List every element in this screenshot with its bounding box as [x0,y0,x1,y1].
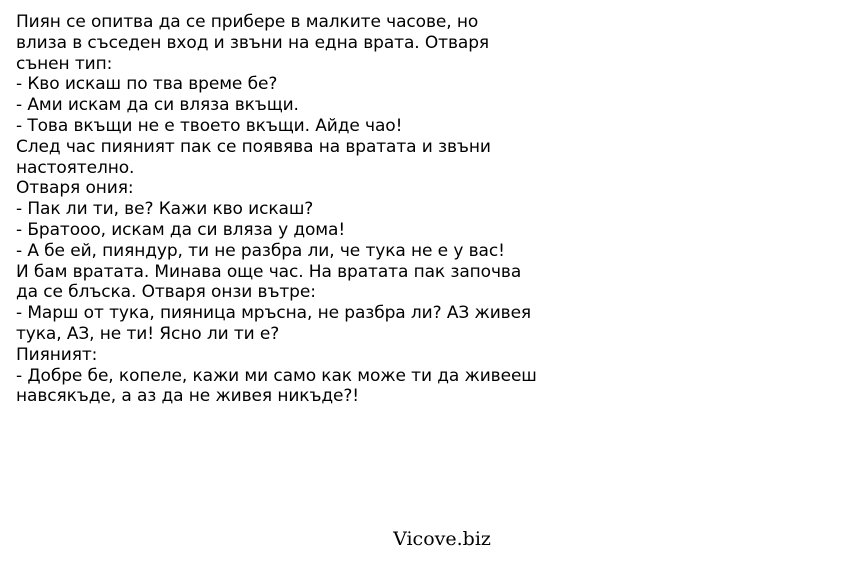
joke-line: И бам вратата. Минава още час. На вратата пак започва [16,261,522,282]
joke-line: - Добре бе, копеле, кажи ми само как може ти да живееш [16,365,537,386]
joke-line: Пияният: [16,344,98,365]
joke-line: настоятелно. [16,157,135,178]
joke-line: - А бе ей, пияндур, ти не разбра ли, че тука не е у вас! [16,240,505,261]
joke-line: Отваря ония: [16,178,134,199]
joke-line: навсякъде, а аз да не живея никъде?! [16,386,360,407]
joke-line: да се блъска. Отваря онзи вътре: [16,282,316,303]
joke-line: Пиян се опитва да се прибере в малките часове, но [16,12,479,32]
joke-line: - Това вкъщи не е твоето вкъщи. Айде чао! [16,115,403,136]
joke-line: сънен тип: [16,53,113,74]
joke-line: - Ами искам да си вляза вкъщи. [16,95,299,116]
joke-text [16,12,836,407]
joke-line: - Братооо, искам да си вляза у дома! [16,219,346,240]
joke-line: - Пак ли ти, ве? Кажи кво искаш? [16,199,314,220]
joke-line: - Кво искаш по тва време бе? [16,74,278,95]
joke-line: тука, АЗ, не ти! Ясно ли ти е? [16,323,280,344]
joke-line: влиза в съседен вход и звъни на една врата. Отваря [16,32,490,53]
joke-line: - Марш от тука, пияница мръсна, не разбра ли? АЗ живея [16,303,532,324]
site-watermark: Vicove.biz [393,528,491,550]
joke-line: След час пияният пак се появява на вратата и звъни [16,136,491,157]
